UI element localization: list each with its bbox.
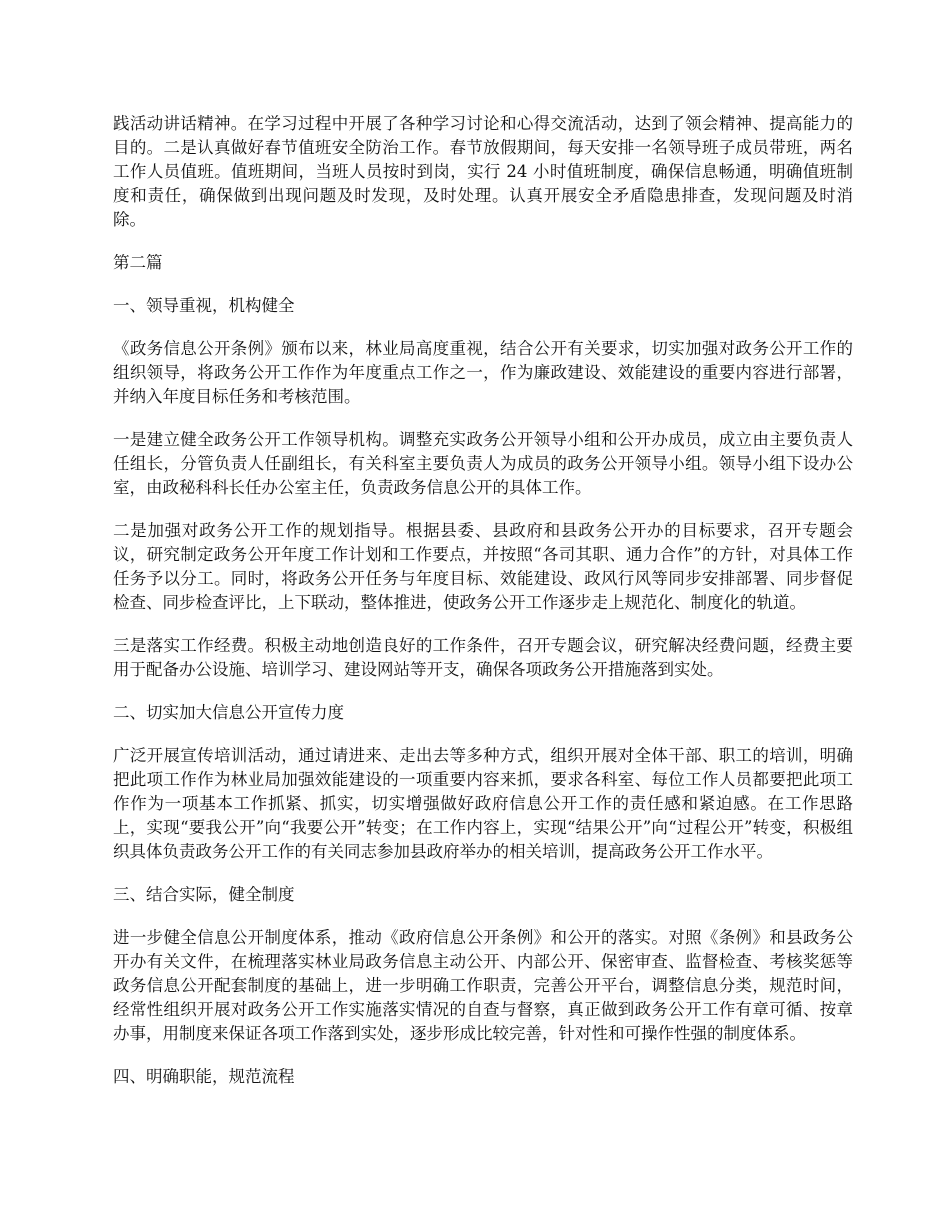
- section-heading: 二、切实加大信息公开宣传力度: [113, 703, 344, 722]
- section-title: 第二篇: [113, 253, 163, 272]
- body-paragraph: 进一步健全信息公开制度体系，推动《政府信息公开条例》和公开的落实。对照《条例》和县政务公开办有关文件，在梳理落实林业局政务信息主动公开、内部公开、保密审查、监督检查、考核奖惩等政务信息公开配套制度的基础上，进一步明确工作职责，完善公开平台，调整信息分类，规范时间，经常性组织开展对政务公开工作实施落实情况的自查与督察，真正做到政务公开工作有章可循、按章办事，用制度来保证各项工作落到实处，逐步形成比较完善，针对性和可操作性强的制度体系。: [113, 928, 853, 1043]
- body-paragraph: 践活动讲话精神。在学习过程中开展了各种学习讨论和心得交流活动，达到了领会精神、提高能力的目的。二是认真做好春节值班安全防治工作。春节放假期间，每天安排一名领导班子成员带班，两名工作人员值班。值班期间，当班人员按时到岗，实行 24 小时值班制度，确保信息畅通，明确值班制度和责任，确保做到出现问题及时发现，及时处理。认真开展安全矛盾隐患排查，发现问题及时消除。: [113, 114, 853, 229]
- body-paragraph: 三是落实工作经费。积极主动地创造良好的工作条件，召开专题会议，研究解决经费问题，经费主要用于配备办公设施、培训学习、建设网站等开支，确保各项政务公开措施落到实处。: [113, 636, 853, 679]
- body-paragraph: 广泛开展宣传培训活动，通过请进来、走出去等多种方式，组织开展对全体干部、职工的培训，明确把此项工作作为林业局加强效能建设的一项重要内容来抓，要求各科室、每位工作人员都要把此项工作作为一项基本工作抓紧、抓实，切实增强做好政府信息公开工作的责任感和紧迫感。在工作思路上，实现“要我公开”向“我要公开”转变；在工作内容上，实现“结果公开”向“过程公开”转变，积极组织具体负责政务公开工作的有关同志参加县政府举办的相关培训，提高政务公开工作水平。: [113, 746, 853, 861]
- section-heading: 四、明确职能，规范流程: [113, 1067, 295, 1086]
- document-page: [113, 112, 853, 1108]
- section-heading: 三、结合实际，健全制度: [113, 885, 295, 904]
- body-paragraph: 《政务信息公开条例》颁布以来，林业局高度重视，结合公开有关要求，切实加强对政务公开工作的组织领导，将政务公开工作作为年度重点工作之一，作为廉政建设、效能建设的重要内容进行部署，并纳入年度目标任务和考核范围。: [113, 339, 853, 406]
- body-paragraph: 一是建立健全政务公开工作领导机构。调整充实政务公开领导小组和公开办成员，成立由主要负责人任组长，分管负责人任副组长，有关科室主要负责人为成员的政务公开领导小组。领导小组下设办公室，由政秘科科长任办公室主任，负责政务信息公开的具体工作。: [113, 430, 853, 497]
- body-paragraph: 二是加强对政务公开工作的规划指导。根据县委、县政府和县政务公开办的目标要求，召开专题会议，研究制定政务公开年度工作计划和工作要点，并按照“各司其职、通力合作”的方针，对具体工作任务予以分工。同时，将政务公开任务与年度目标、效能建设、政风行风等同步安排部署、同步督促检查、同步检查评比，上下联动，整体推进，使政务公开工作逐步走上规范化、制度化的轨道。: [113, 521, 853, 612]
- section-heading: 一、领导重视，机构健全: [113, 296, 295, 315]
